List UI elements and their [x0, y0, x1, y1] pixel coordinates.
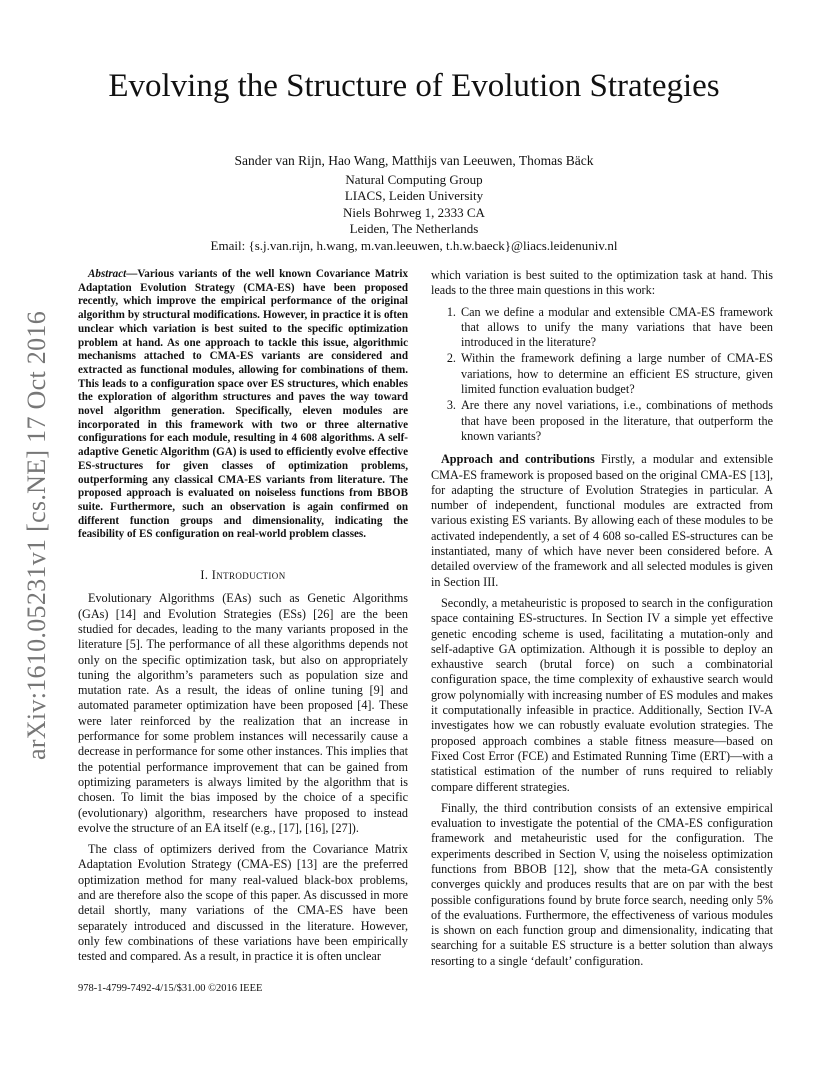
left-column: [78, 268, 408, 970]
right-column: [431, 268, 773, 975]
author-block: [100, 153, 728, 255]
intro-paragraph-2: The class of optimizers derived from the Covariance Matrix Adaptation Evolution Strategy (CMA-ES) [13] are the preferred optimization method for many real-valued black-box problems, and are therefore also the scope of this paper. As discussed in more detail shortly, many variations of the CMA-ES have been separately introduced and discussed in the literature. However, only few combinations of these variations have been empirically tested and compared. As a result, in practice it is often unclear: [78, 842, 408, 964]
abstract: [78, 268, 408, 542]
section-heading-introduction: I. Introduction: [200, 568, 286, 583]
author-names: Sander van Rijn, Hao Wang, Matthijs van Leeuwen, Thomas Bäck: [234, 153, 594, 168]
affiliation-line: Natural Computing Group: [345, 171, 483, 187]
intro-paragraph-1: Evolutionary Algorithms (EAs) such as Genetic Algorithms (GAs) [14] and Evolution Strategies (ESs) [26] are the been studied for decades, leading to the many variants proposed in the literature [5]. The performance of all these algorithms depends not only on the specific optimization task, but also on appropriately tuning the algorithm’s parameters such as population size and mutation rate. As a result, the ideas of online tuning [9] and automated parameter optimization have been proposed [4]. These were later reinforced by the realization that an increase in performance for some problem instances will necessarily cause a decrease in performance for some other instances. This implies that the potential performance improvement that can be gained from optimizing parameters is always limited by the algorithm that is chosen. To limit the bias imposed by the choice of a specific (evolutionary) algorithm, researchers have proposed to instead evolve the structure of an EA itself (e.g., [17], [16], [27]).: [78, 591, 408, 835]
author-email: Email: {s.j.van.rijn, h.wang, m.van.leeuwen, t.h.w.baeck}@liacs.leidenuniv.nl: [210, 237, 618, 253]
intro-paragraph-3: which variation is best suited to the optimization task at hand. This leads to the three main questions in this work:: [431, 268, 773, 298]
contributions-lead: Approach and contributions: [441, 452, 595, 467]
intro-paragraph-6: Finally, the third contribution consists of an extensive empirical evaluation to investigate the potential of the CMA-ES configuration framework and metaheuristic used for the configuration. The experiments described in Section V, using the noiseless optimization functions from BBOB [12], show that the meta-GA consistently converges quickly and produces results that are on par with the best possible configurations found by brute force search, needing only 5% of the evaluations. Furthermore, the effectiveness of various modules is shown on each function group and dimensionality, indicating that searching for a suitable ES structure is a better solution than always resorting to a single ‘default’ configuration.: [431, 800, 773, 968]
paper-title: Evolving the Structure of Evolution Strategies: [108, 68, 720, 104]
intro-paragraph-5: Secondly, a metaheuristic is proposed to search in the configuration space containing ES-structures. In Section IV a simple yet effective genetic encoding scheme is used, facilitating a mutation-only and self-adaptive GA optimization. Although it is possible to deploy an exhaustive search (brutal force) on such a combinatorial configuration space, the time complexity of exhaustive search would grow polynomially with increasing number of ES modules and makes it computationally infeasible in practice. Additionally, Section IV-A investigates how we can robustly evaluate evolution strategies. The proposed approach combines a stable fitness measure—based on Fixed Cost Error (FCE) and Estimated Running Time (ERT)—with a statistical estimation of the number of runs required to reliably compare different strategies.: [431, 595, 773, 794]
list-item: 2. Within the framework defining a large number of CMA-ES variations, how to determine an efficient ES structure, given limited function evaluation budget?: [459, 351, 773, 397]
affiliation-line: Niels Bohrweg 1, 2333 CA: [343, 204, 485, 220]
abstract-text: —Various variants of the well known Covariance Matrix Adaptation Evolution Strategy (CMA-ES) have been proposed recently, which improve the empirical performance of the original algorithm by structural modifications. However, in practice it is often unclear which variation is best suited to the specific optimization problem at hand. As one approach to tackle this issue, algorithmic mechanisms attached to CMA-ES variants are considered and extracted as functional modules, allowing for combinations of them. This leads to a configuration space over ES structures, which enables the exploration of algorithm structures and paves the way toward novel algorithm generation. Specifically, eleven modules are incorporated in this framework with two or three alternative configurations for each module, resulting in 4 608 algorithms. A self-adaptive Genetic Algorithm (GA) is used to efficiently evolve effective ES-structures for given classes of optimization problems, outperforming any classical CMA-ES variants from literature. The proposed approach is evaluated on noiseless functions from BBOB suite. Furthermore, such an observation is again confirmed on different function groups and dimensionality, indicating the feasibility of ES configuration on real-world problem classes.: [78, 268, 408, 541]
contributions-text: Firstly, a modular and extensible CMA-ES framework is proposed based on the original CMA-ES [13], for adapting the structure of Evolution Strategies in particular. A number of independent, functional modules are extracted from various existing ES variants. By allowing each of these modules to be activated independently, a set of 4 608 so-called ES-structures can be instantiated, many of which have never been considered before. A detailed overview of the framework and all selected modules is given in Section III.: [431, 452, 773, 589]
affiliation-line: LIACS, Leiden University: [344, 188, 484, 204]
arxiv-identifier: arXiv:1610.05231v1 [cs.NE] 17 Oct 2016: [22, 311, 51, 760]
research-questions: [431, 305, 773, 445]
copyright-footer: 978-1-4799-7492-4/15/$31.00 ©2016 IEEE: [78, 983, 263, 994]
list-item: 1. Can we define a modular and extensible CMA-ES framework that allows to unify the many variations that have been introduced in the literature?: [459, 305, 773, 351]
contributions-paragraph: [431, 452, 773, 590]
abstract-label: Abstract: [88, 268, 127, 280]
list-item: 3. Are there any novel variations, i.e., combinations of methods that have been proposed in the literature, that outperform the known variants?: [459, 398, 773, 444]
affiliation-line: Leiden, The Netherlands: [349, 221, 479, 237]
